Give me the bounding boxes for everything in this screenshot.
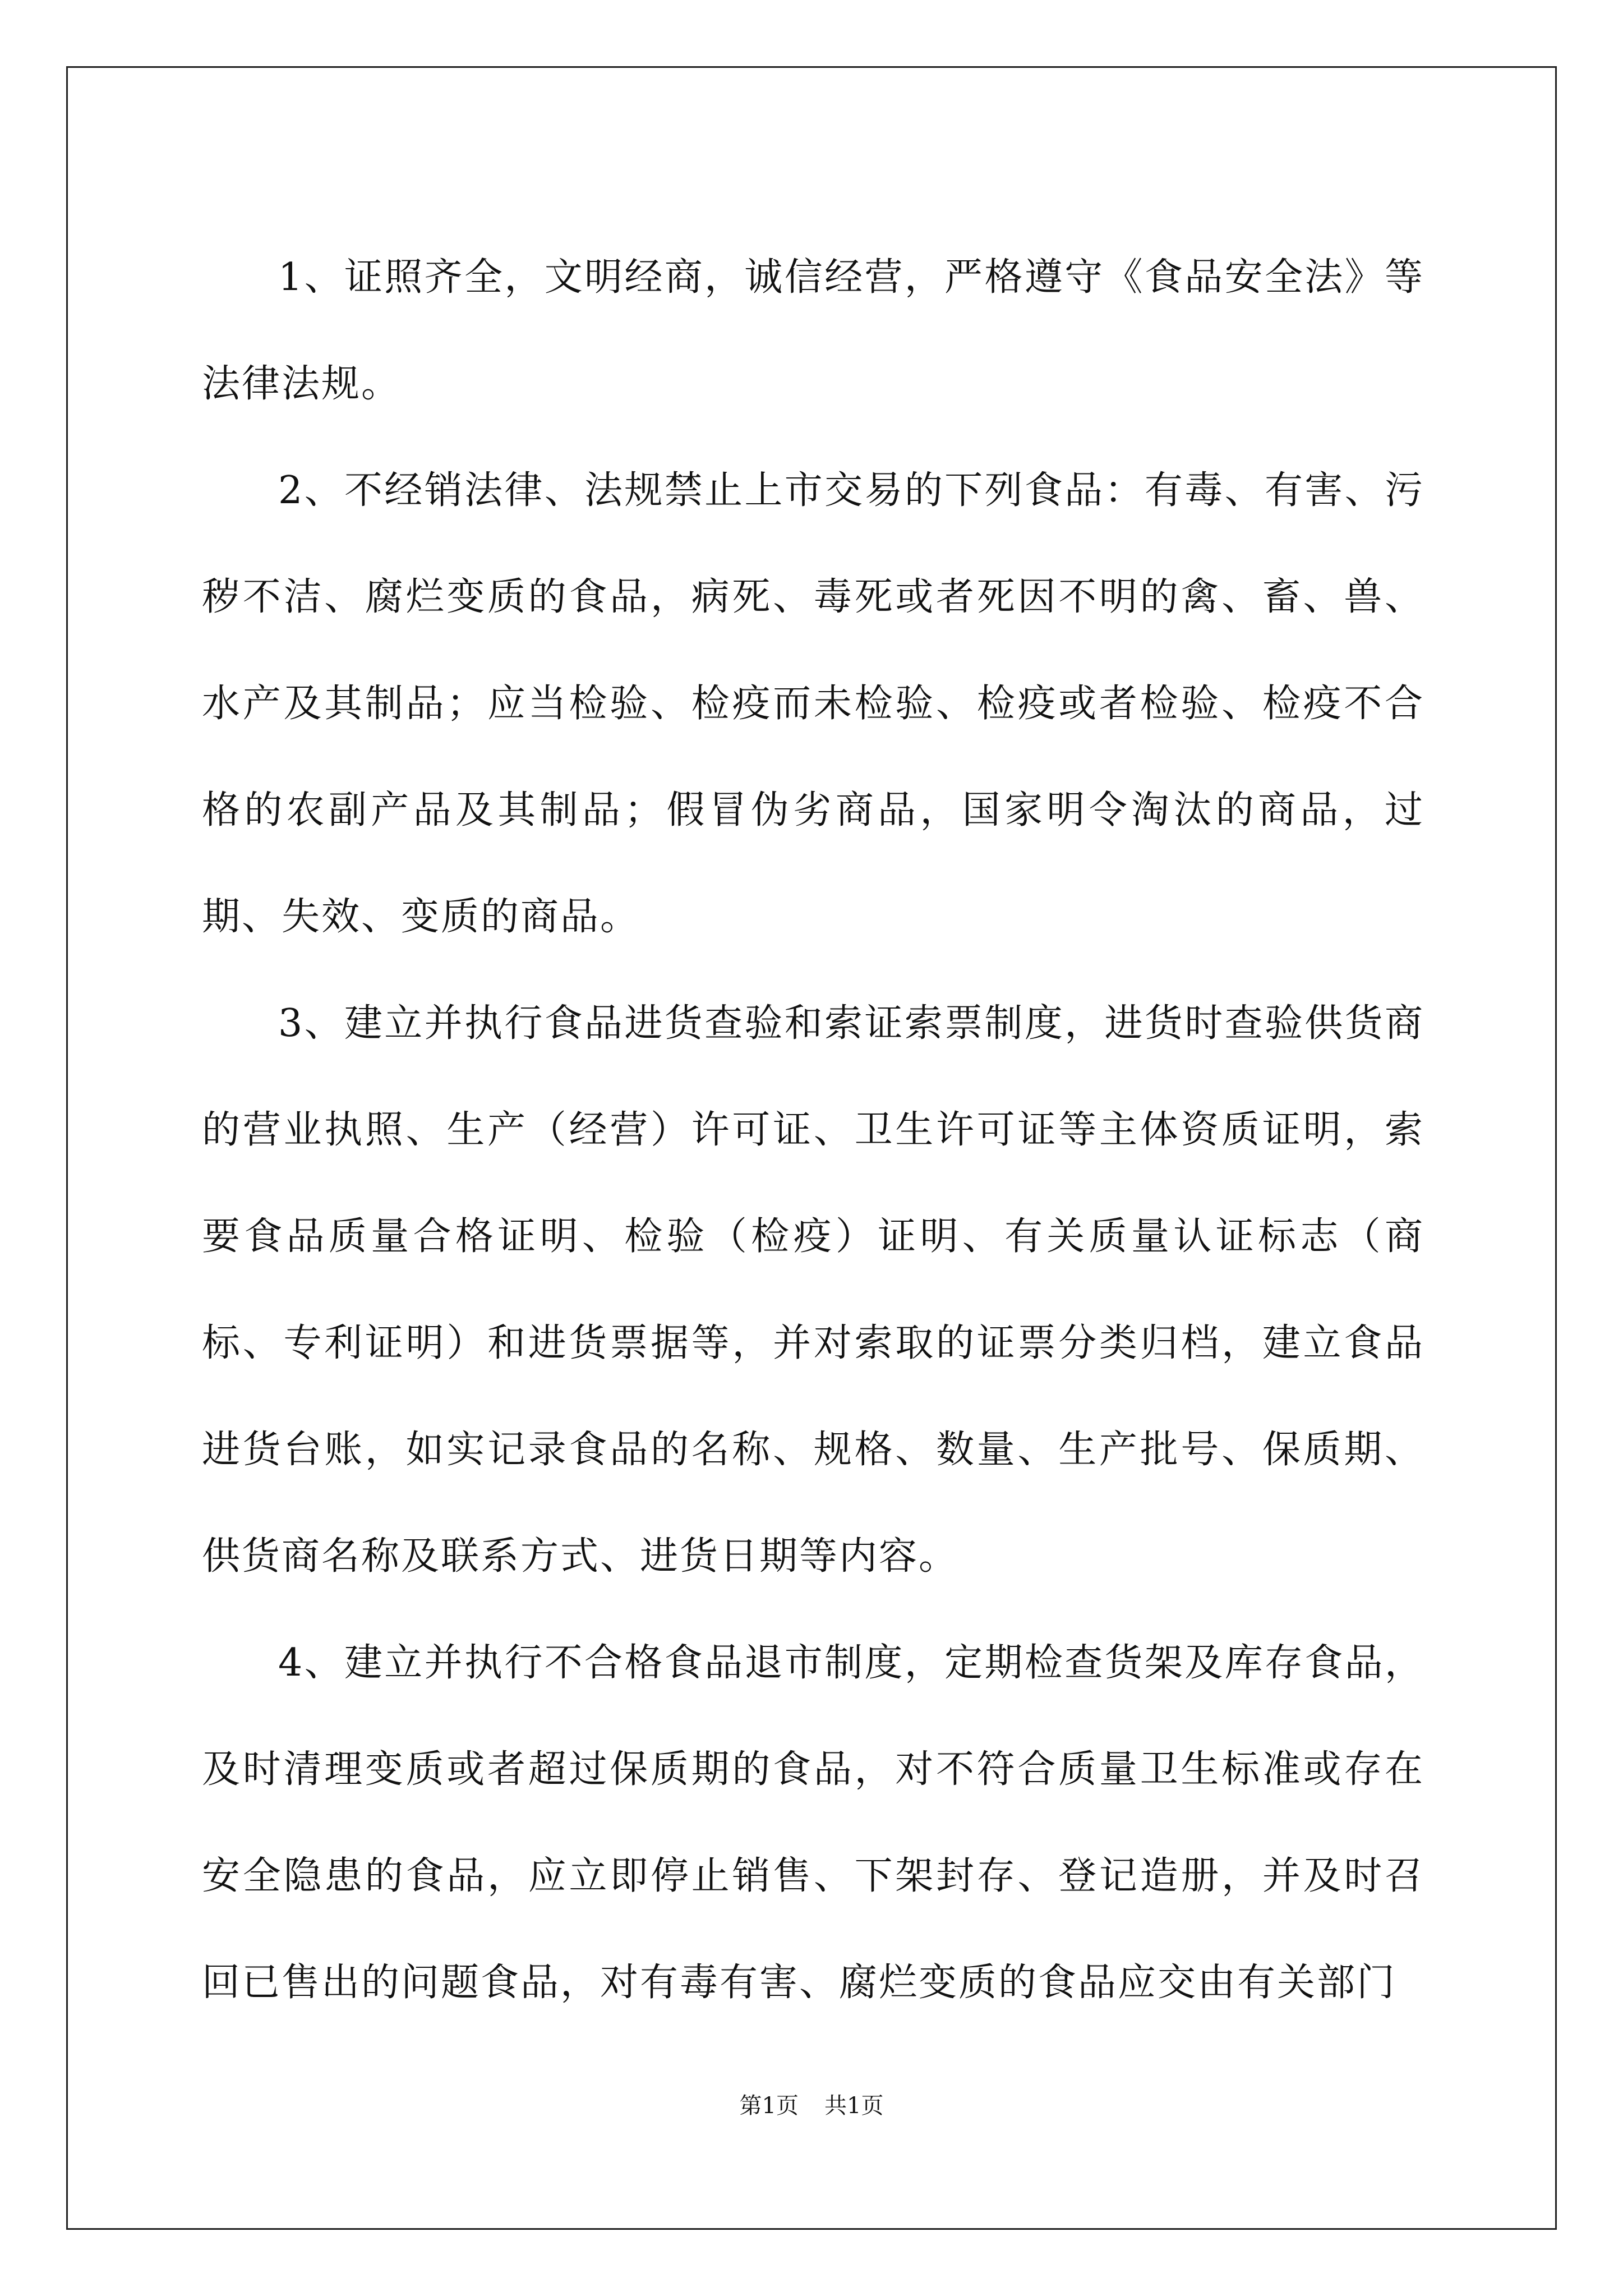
page-footer <box>0 2088 1623 2120</box>
paragraph-4: 4、建立并执行不合格食品退市制度，定期检查货架及库存食品，及时清理变质或者超过保质期的食品，对不符合质量卫生标准或存在安全隐患的食品，应立即停止销售、下架封存、登记造册，并及时召回已售出的问题食品，对有毒有害、腐烂变质的食品应交由有关部门 <box>202 1641 1424 2005</box>
paragraph-3: 3、建立并执行食品进货查验和索证索票制度，进货时查验供货商的营业执照、生产（经营）许可证、卫生许可证等主体资质证明，索要食品质量合格证明、检验（检疫）证明、有关质量认证标志（商标、专利证明）和进货票据等，并对索取的证票分类归档，建立食品进货台账，如实记录食品的名称、规格、数量、生产批号、保质期、供货商名称及联系方式、进货日期等内容。 <box>202 1001 1424 1579</box>
paragraph-2: 2、不经销法律、法规禁止上市交易的下列食品：有毒、有害、污秽不洁、腐烂变质的食品，病死、毒死或者死因不明的禽、畜、兽、水产及其制品；应当检验、检疫而未检验、检疫或者检验、检疫不合格的农副产品及其制品；假冒伪劣商品，国家明令淘汰的商品，过期、失效、变质的商品。 <box>202 468 1424 939</box>
page-number: 第1页 <box>739 2093 799 2119</box>
page-total: 共1页 <box>824 2093 884 2119</box>
paragraph-1: 1、证照齐全，文明经商，诚信经营，严格遵守《食品安全法》等法律法规。 <box>202 255 1424 406</box>
document-body <box>202 224 1424 2036</box>
